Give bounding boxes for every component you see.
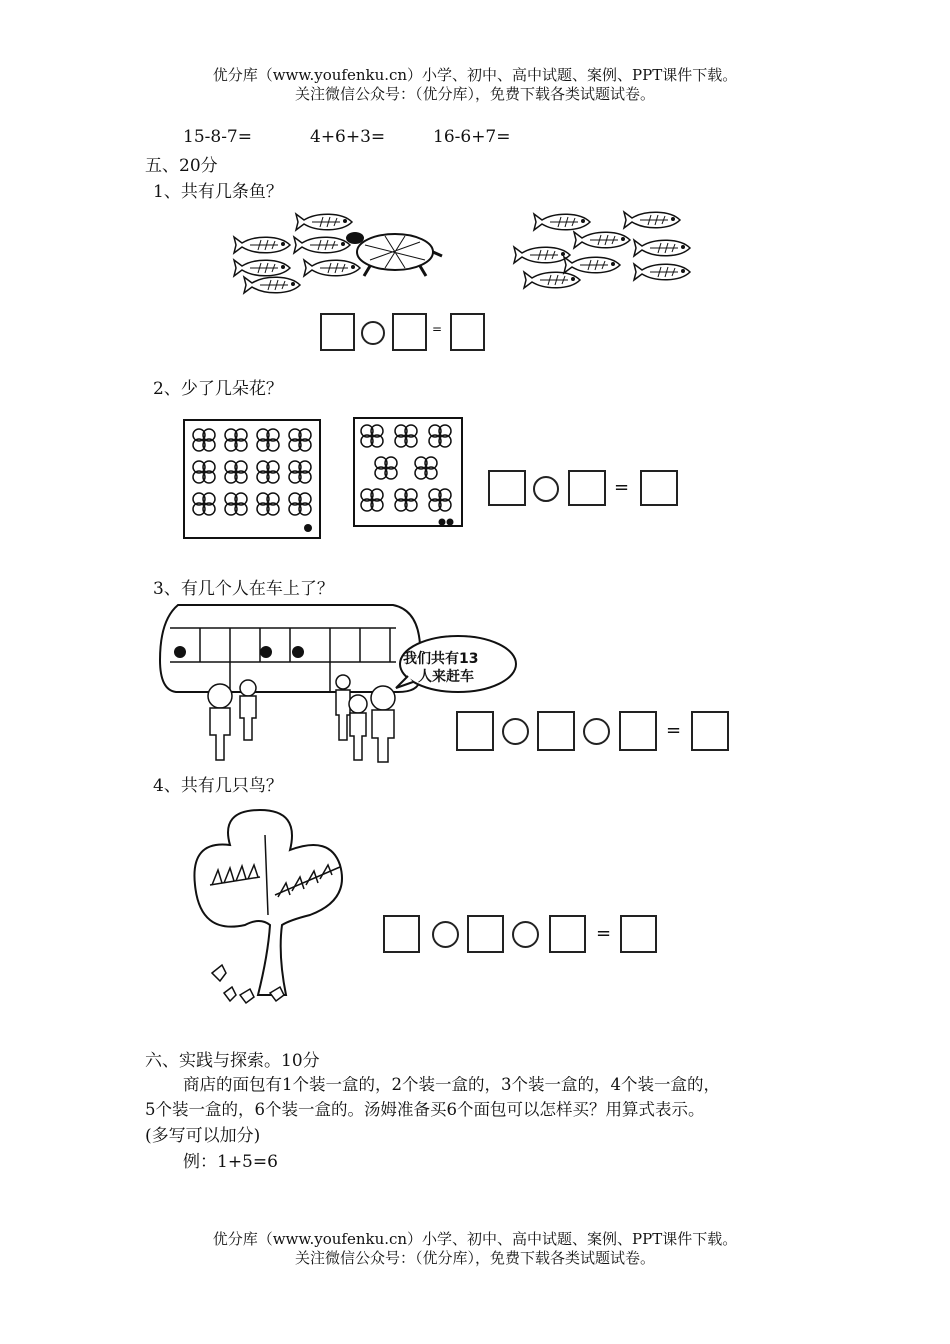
question-3: 3、有几个人在车上了？ [153, 579, 334, 599]
answer-box[interactable] [456, 711, 494, 751]
operator-circle[interactable] [533, 476, 559, 502]
section-6-title: 六、实践与探索。10分 [145, 1051, 320, 1071]
arith-1: 15-8-7= [183, 127, 252, 147]
operator-circle[interactable] [361, 321, 385, 345]
answer-box[interactable] [640, 470, 678, 506]
footer-line-1: 优分库（www.youfenku.cn）小学、初中、高中试题、案例、PPT课件下载。 [212, 1230, 738, 1248]
answer-box[interactable] [691, 711, 729, 751]
section-6-paragraph-3: (多写可以加分) [145, 1126, 261, 1146]
speech-bubble-line-2: 人来赶车 [418, 669, 474, 685]
answer-box[interactable] [568, 470, 606, 506]
arith-2: 4+6+3= [310, 127, 386, 147]
answer-box[interactable] [619, 711, 657, 751]
section-5-title: 五、20分 [145, 156, 218, 176]
equals-sign: = [614, 477, 630, 498]
answer-box[interactable] [549, 915, 586, 953]
fish-illustration [160, 200, 700, 300]
tree-with-birds-illustration [190, 805, 360, 1015]
speech-bubble-line-1: 我们共有13 [403, 651, 479, 667]
flower-grid-partial [354, 418, 464, 528]
operator-circle[interactable] [502, 718, 529, 745]
answer-box[interactable] [450, 313, 485, 351]
operator-circle[interactable] [512, 921, 539, 948]
question-2: 2、少了几朵花？ [153, 379, 283, 399]
operator-circle[interactable] [583, 718, 610, 745]
footer-line-2: 关注微信公众号：（优分库），免费下载各类试题试卷。 [294, 1249, 655, 1267]
flower-grid-full [184, 420, 324, 540]
section-6-paragraph-2: 5个装一盒的，6个装一盒的。汤姆准备买6个面包可以怎样买？用算式表示。 [145, 1100, 705, 1119]
equals-sign: = [596, 923, 612, 944]
arith-3: 16-6+7= [433, 127, 511, 147]
operator-circle[interactable] [432, 921, 459, 948]
section-6-paragraph-1: 商店的面包有1个装一盒的，2个装一盒的，3个装一盒的，4个装一盒的， [183, 1075, 720, 1094]
answer-box[interactable] [467, 915, 504, 953]
header-line-1: 优分库（www.youfenku.cn）小学、初中、高中试题、案例、PPT课件下载。 [212, 66, 738, 84]
answer-box[interactable] [488, 470, 526, 506]
header-line-2: 关注微信公众号：（优分库），免费下载各类试题试卷。 [294, 85, 655, 103]
answer-box[interactable] [620, 915, 657, 953]
answer-box[interactable] [392, 313, 427, 351]
section-6-example: 例：1+5=6 [183, 1152, 278, 1172]
answer-box[interactable] [383, 915, 420, 953]
equals-sign: = [666, 720, 682, 741]
equals-sign: = [432, 322, 443, 336]
question-4: 4、共有几只鸟？ [153, 776, 283, 796]
answer-box[interactable] [537, 711, 575, 751]
answer-box[interactable] [320, 313, 355, 351]
question-1: 1、共有几条鱼？ [153, 182, 283, 202]
